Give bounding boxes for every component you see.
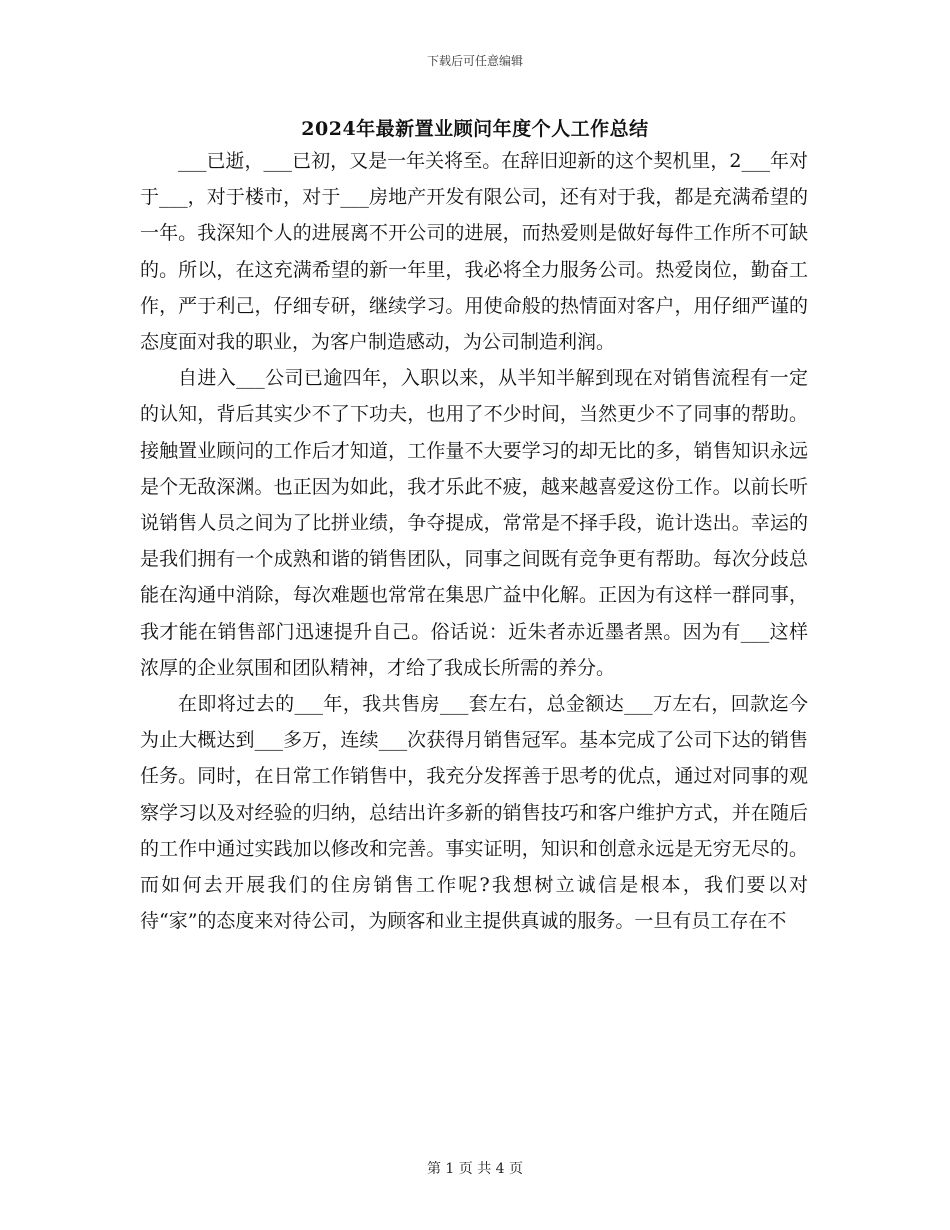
page-header-note: 下载后可任意编辑	[426, 54, 523, 68]
document-body	[140, 143, 808, 939]
paragraph-3: 在即将过去的___年，我共售房___套左右，总金额达___万左右，回款迄今为止大概达到___多万，连续___次获得月销售冠军。基本完成了公司下达的销售任务。同时，在日常工作销售中，我充分发挥善于思考的优点，通过对同事的观察学习以及对经验的归纳，总结出许多新的销售技巧和客户维护方式，并在随后的工作中通过实践加以修改和完善。事实证明，知识和创意永远是无穷无尽的。而如何去开展我们的住房销售工作呢?我想树立诚信是根本，我们要以对待“家”的态度来对待公司，为顾客和业主提供真诚的服务。一旦有员工存在不	[140, 693, 808, 933]
page-number: 第 1 页 共 4 页	[426, 1161, 524, 1177]
paragraph-1: ___已逝，___已初，又是一年关将至。在辞旧迎新的这个契机里，2___年对于___，对于楼市，对于___房地产开发有限公司，还有对于我，都是充满希望的一年。我深知个人的进展离不开公司的进展，而热爱则是做好每件工作所不可缺的。所以，在这充满希望的新一年里，我必将全力服务公司。热爱岗位，勤奋工作，严于利己，仔细专研，继续学习。用使命般的热情面对客户，用仔细严谨的态度面对我的职业，为客户制造感动，为公司制造利润。	[140, 150, 808, 354]
document-title: 2024年最新置业顾问年度个人工作总结	[301, 118, 649, 140]
paragraph-2: 自进入___公司已逾四年，入职以来，从半知半解到现在对销售流程有一定的认知，背后其实少不了下功夫，也用了不少时间，当然更少不了同事的帮助。接触置业顾问的工作后才知道，工作量不大要学习的却无比的多，销售知识永远是个无敌深渊。也正因为如此，我才乐此不疲，越来越喜爱这份工作。以前长听说销售人员之间为了比拼业绩，争夺提成，常常是不择手段，诡计迭出。幸运的是我们拥有一个成熟和谐的销售团队，同事之间既有竞争更有帮助。每次分歧总能在沟通中消除，每次难题也常常在集思广益中化解。正因为有这样一群同事，我才能在销售部门迅速提升自己。俗话说：近朱者赤近墨者黑。因为有___这样浓厚的企业氛围和团队精神，才给了我成长所需的养分。	[140, 367, 808, 679]
